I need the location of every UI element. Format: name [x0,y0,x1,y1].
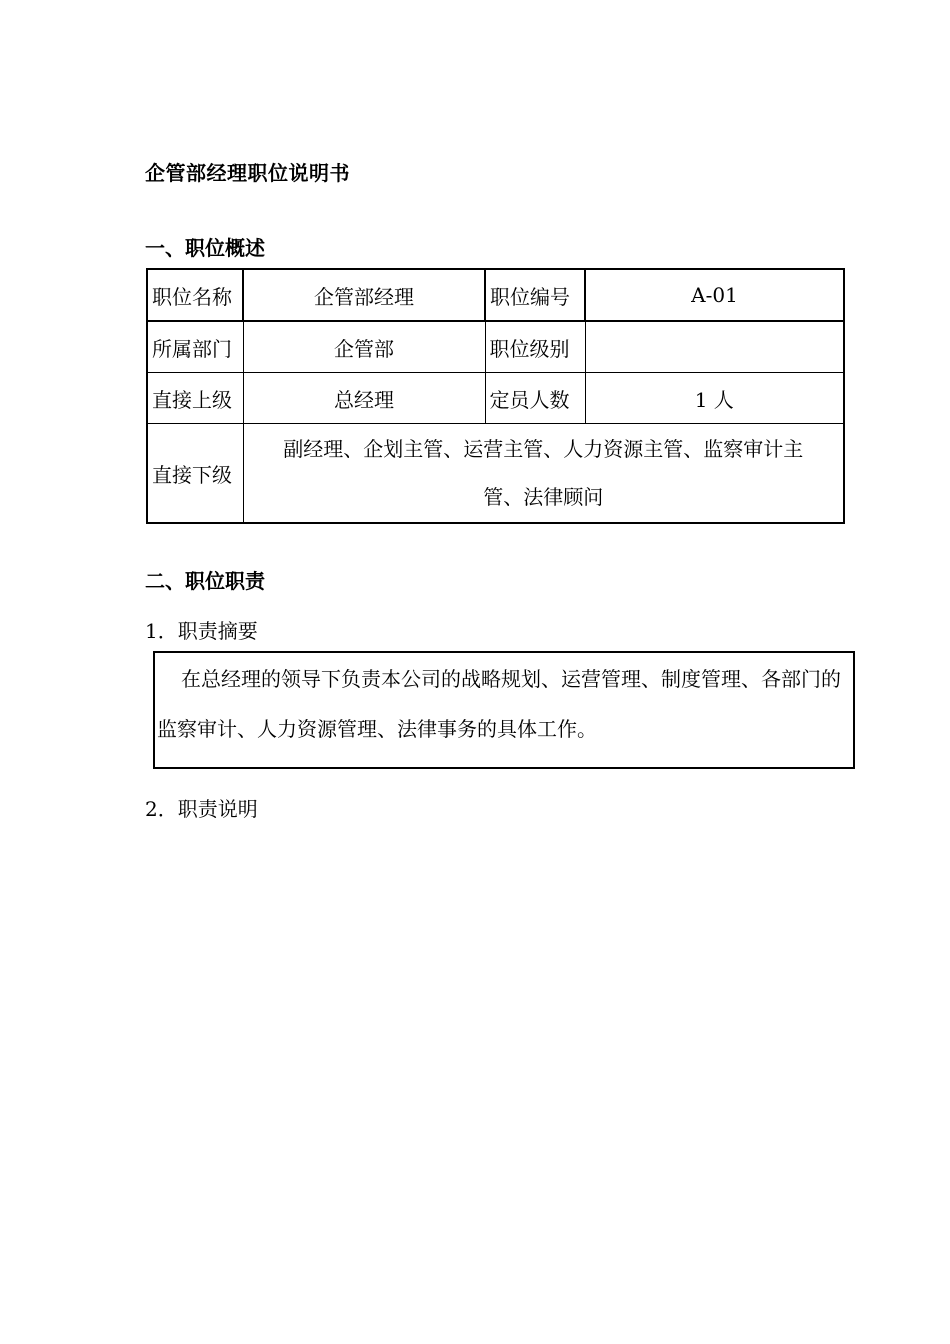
subordinates-line-2: 管、法律顾问 [483,485,604,509]
value-headcount: 1 人 [585,373,844,424]
label-position-level: 职位级别 [485,321,585,373]
label-direct-superior: 直接上级 [147,373,243,424]
table-row [147,269,844,321]
section-heading-overview: 一、职位概述 [145,236,265,260]
subheading-duty-description: 2．职责说明 [145,797,258,821]
label-position-code: 职位编号 [485,269,585,321]
document-title: 企管部经理职位说明书 [145,161,350,185]
section-heading-duties: 二、职位职责 [145,569,265,593]
position-overview-table [146,268,845,524]
value-direct-superior: 总经理 [243,373,485,424]
value-department: 企管部 [243,321,485,373]
duty-summary-box [153,651,855,769]
label-headcount: 定员人数 [485,373,585,424]
value-position-code: A-01 [585,269,844,321]
label-department: 所属部门 [147,321,243,373]
value-direct-subordinates [243,424,844,524]
value-position-name: 企管部经理 [243,269,485,321]
subordinates-line-1: 副经理、企划主管、运营主管、人力资源主管、监察审计主 [283,437,804,461]
duty-summary-text: 在总经理的领导下负责本公司的战略规划、运营管理、制度管理、各部门的监察审计、人力资源管理、法律事务的具体工作。 [157,667,841,741]
subheading-duty-summary: 1．职责摘要 [145,619,258,643]
table-row [147,424,844,524]
table-row [147,373,844,424]
value-position-level [585,321,844,373]
label-position-name: 职位名称 [147,269,243,321]
label-direct-subordinates: 直接下级 [147,424,243,524]
table-row [147,321,844,373]
